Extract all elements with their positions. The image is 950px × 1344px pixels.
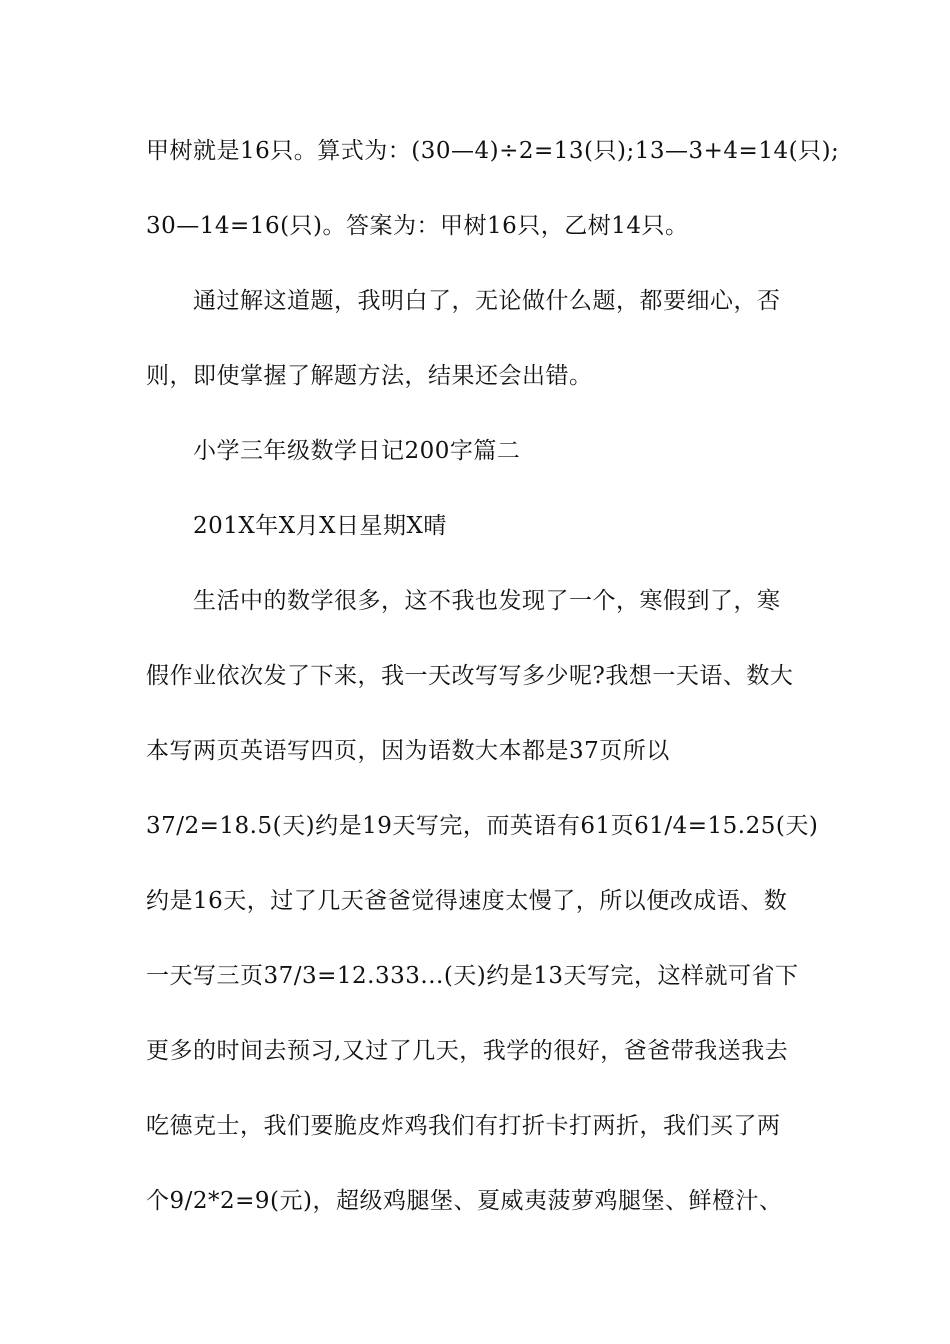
section-heading: 小学三年级数学日记200字篇二	[193, 438, 521, 464]
text-line: 更多的时间去预习,又过了几天，我学的很好，爸爸带我送我去	[146, 1038, 789, 1064]
text-line: 假作业依次发了下来，我一天改写写多少呢?我想一天语、数大	[146, 663, 794, 689]
date-line: 201X年X月X日星期X晴	[193, 513, 447, 539]
text-line: 个9/2*2=9(元)，超级鸡腿堡、夏威夷菠萝鸡腿堡、鲜橙汁、	[146, 1188, 783, 1214]
text-line: 本写两页英语写四页，因为语数大本都是37页所以	[146, 738, 670, 764]
paragraph-start-line: 通过解这道题，我明白了，无论做什么题，都要细心，否	[193, 288, 781, 314]
text-line: 甲树就是16只。算式为：(30—4)÷2=13(只);13—3+4=14(只);	[146, 138, 840, 164]
text-line: 则，即使掌握了解题方法，结果还会出错。	[146, 363, 593, 389]
text-line: 一天写三页37/3=12.333...(天)约是13天写完，这样就可省下	[146, 963, 799, 989]
text-line: 约是16天，过了几天爸爸觉得速度太慢了，所以便改成语、数	[146, 888, 788, 914]
text-line: 37/2=18.5(天)约是19天写完，而英语有61页61/4=15.25(天)	[146, 813, 819, 839]
text-line: 吃德克士，我们要脆皮炸鸡我们有打折卡打两折，我们买了两	[146, 1113, 781, 1139]
paragraph-start-line: 生活中的数学很多，这不我也发现了一个，寒假到了，寒	[193, 588, 781, 614]
text-line: 30—14=16(只)。答案为：甲树16只，乙树14只。	[146, 213, 689, 239]
